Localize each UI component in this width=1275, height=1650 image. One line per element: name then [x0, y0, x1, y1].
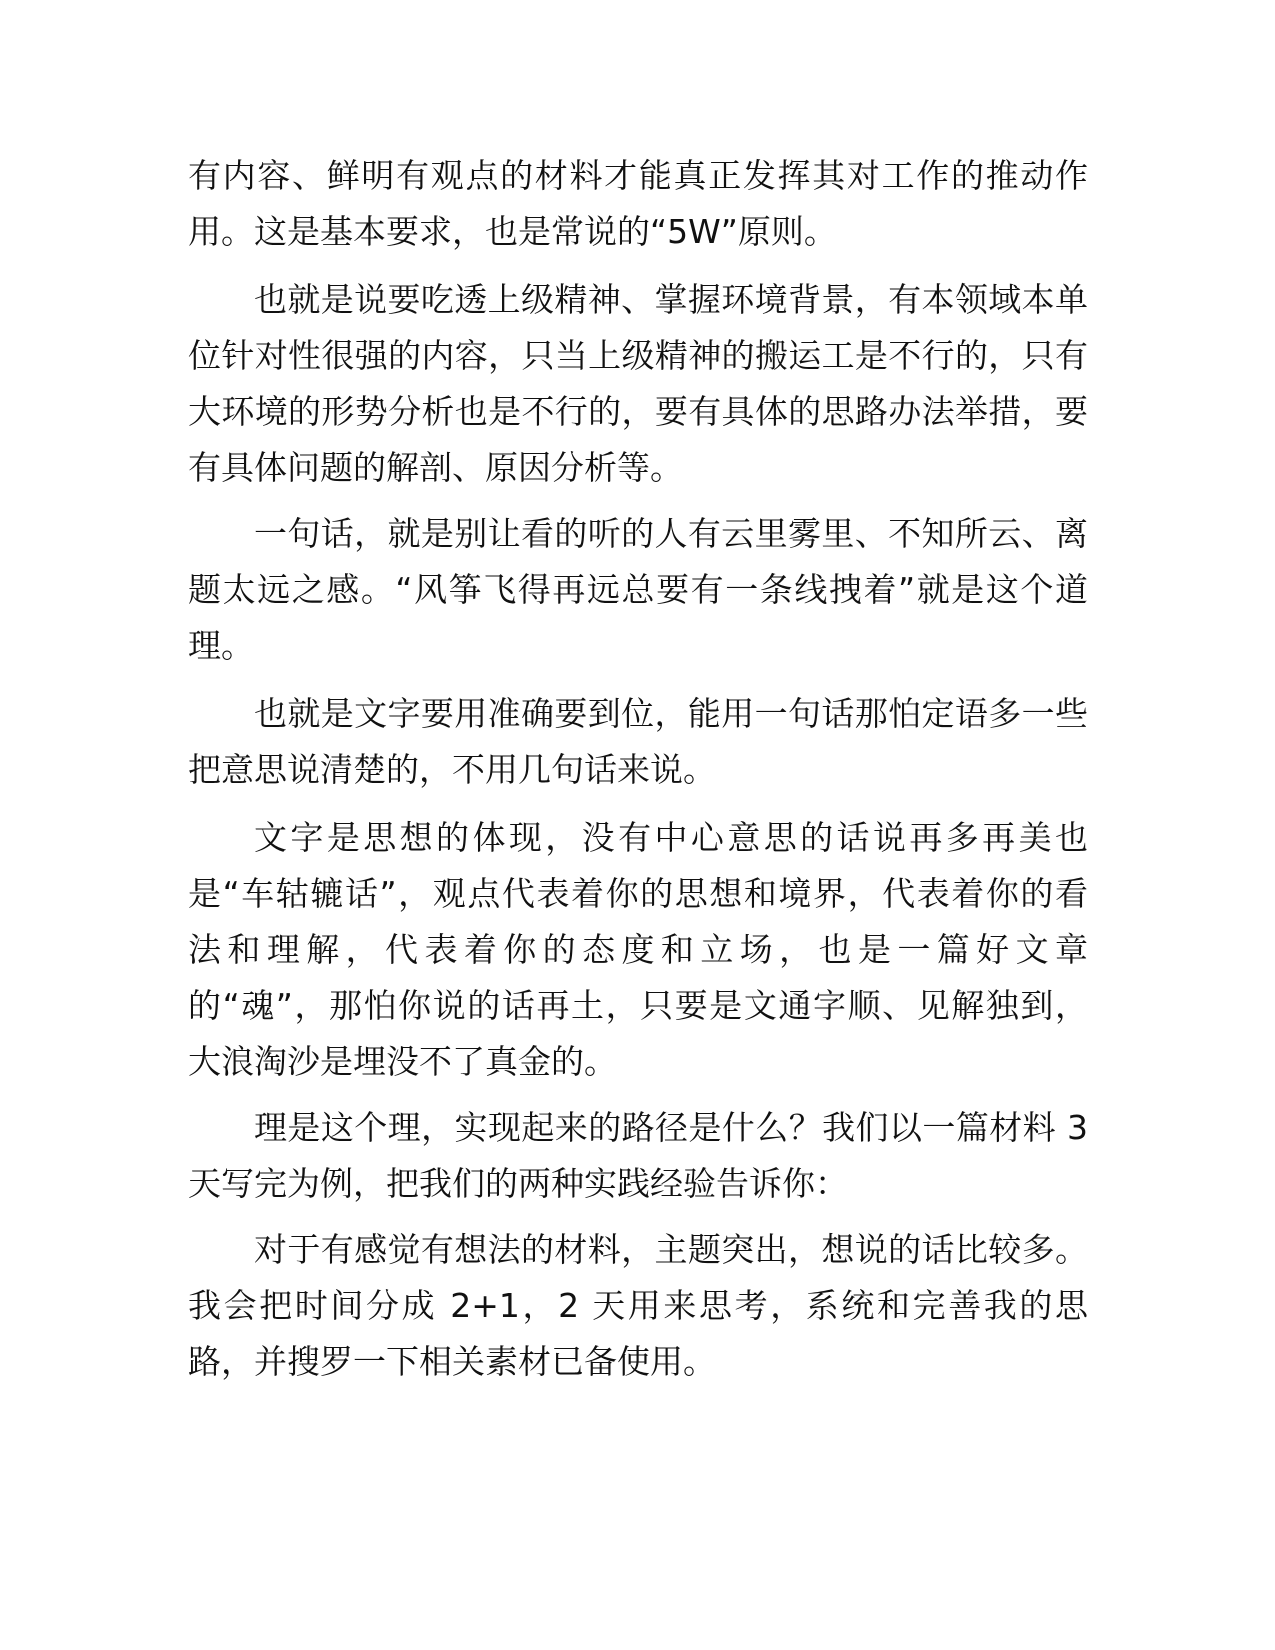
text-line: 也就是文字要用准确要到位，能用一句话那怕定语多一些: [254, 694, 1088, 733]
text-line: 理。: [188, 626, 254, 665]
text-line: 一句话，就是别让看的听的人有云里雾里、不知所云、离: [254, 514, 1088, 553]
text-line: 也就是说要吃透上级精神、掌握环境背景，有本领域本单: [254, 280, 1088, 319]
text-line: 有具体问题的解剖、原因分析等。: [188, 448, 683, 487]
text-line: 有内容、鲜明有观点的材料才能真正发挥其对工作的推动作: [188, 156, 1088, 195]
text-line: 的“魂”，那怕你说的话再土，只要是文通字顺、见解独到，: [188, 986, 1088, 1025]
text-line: 路，并搜罗一下相关素材已备使用。: [188, 1342, 716, 1381]
text-line: 题太远之感。“风筝飞得再远总要有一条线拽着”就是这个道: [188, 570, 1088, 609]
text-line: 大环境的形势分析也是不行的，要有具体的思路办法举措，要: [188, 392, 1088, 431]
text-line: 天写完为例，把我们的两种实践经验告诉你：: [188, 1164, 848, 1203]
text-line: 把意思说清楚的，不用几句话来说。: [188, 750, 716, 789]
text-line: 我会把时间分成 2+1，2 天用来思考，系统和完善我的思: [188, 1286, 1088, 1325]
text-line: 大浪淘沙是埋没不了真金的。: [188, 1042, 617, 1081]
text-line: 用。这是基本要求，也是常说的“5W”原则。: [188, 212, 837, 251]
text-line: 文字是思想的体现，没有中心意思的话说再多再美也: [254, 818, 1088, 857]
text-line: 法和理解，代表着你的态度和立场，也是一篇好文章: [188, 930, 1088, 969]
text-line: 理是这个理，实现起来的路径是什么？我们以一篇材料 3: [254, 1108, 1088, 1147]
text-line: 是“车轱辘话”，观点代表着你的思想和境界，代表着你的看: [188, 874, 1088, 913]
text-line: 对于有感觉有想法的材料，主题突出，想说的话比较多。: [254, 1230, 1088, 1269]
text-line: 位针对性很强的内容，只当上级精神的搬运工是不行的，只有: [188, 336, 1088, 375]
